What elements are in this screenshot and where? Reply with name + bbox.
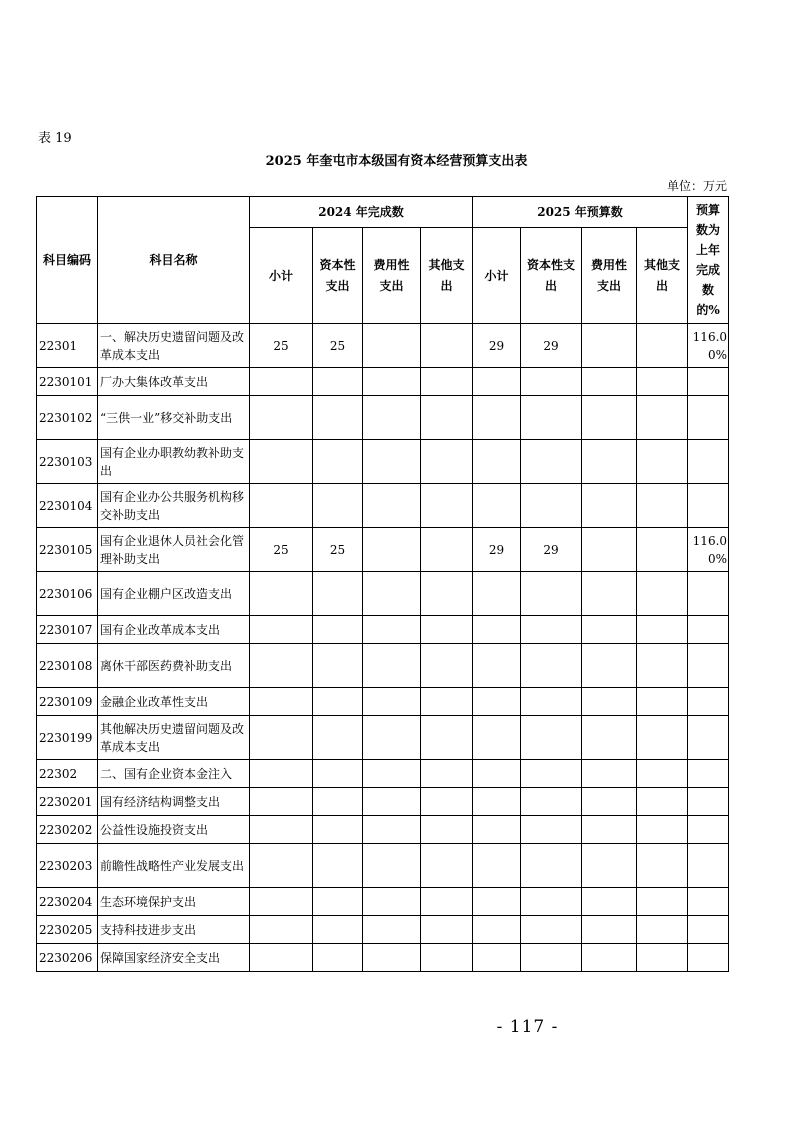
row-c2025-total xyxy=(473,644,521,688)
row-c2024-expense xyxy=(363,484,421,528)
row-code: 2230202 xyxy=(37,816,98,844)
row-c2024-total xyxy=(250,788,313,816)
row-c2024-total: 25 xyxy=(250,324,313,368)
row-c2025-other xyxy=(637,816,688,844)
row-code: 2230203 xyxy=(37,844,98,888)
budget-table xyxy=(36,196,729,972)
row-c2025-total: 29 xyxy=(473,528,521,572)
table-row xyxy=(37,760,729,788)
row-c2024-other xyxy=(421,716,473,760)
row-c2024-other xyxy=(421,916,473,944)
row-c2024-other xyxy=(421,888,473,916)
row-name: 支持科技进步支出 xyxy=(98,916,250,944)
table-row xyxy=(37,916,729,944)
row-c2024-expense xyxy=(363,396,421,440)
row-c2024-other xyxy=(421,816,473,844)
row-ratio xyxy=(688,716,729,760)
row-code: 2230104 xyxy=(37,484,98,528)
row-code: 2230204 xyxy=(37,888,98,916)
row-c2024-capital xyxy=(313,572,363,616)
table-row xyxy=(37,644,729,688)
row-code: 2230108 xyxy=(37,644,98,688)
header-2024-expense: 费用性支出 xyxy=(363,228,421,324)
row-c2025-other xyxy=(637,888,688,916)
row-ratio xyxy=(688,788,729,816)
row-c2025-expense xyxy=(582,396,637,440)
row-c2025-other xyxy=(637,324,688,368)
row-name: 二、国有企业资本金注入 xyxy=(98,760,250,788)
row-ratio xyxy=(688,760,729,788)
row-c2025-other xyxy=(637,572,688,616)
row-code: 2230103 xyxy=(37,440,98,484)
row-code: 22302 xyxy=(37,760,98,788)
row-c2025-total xyxy=(473,688,521,716)
row-c2025-capital xyxy=(521,396,582,440)
row-c2024-expense xyxy=(363,716,421,760)
row-c2025-capital xyxy=(521,916,582,944)
header-2024-capital: 资本性支出 xyxy=(313,228,363,324)
row-c2024-other xyxy=(421,528,473,572)
row-c2024-expense xyxy=(363,368,421,396)
table-row xyxy=(37,688,729,716)
header-2025-capital: 资本性支出 xyxy=(521,228,582,324)
row-name: “三供一业”移交补助支出 xyxy=(98,396,250,440)
row-c2024-other xyxy=(421,844,473,888)
row-c2024-other xyxy=(421,396,473,440)
row-name: 保障国家经济安全支出 xyxy=(98,944,250,972)
row-c2025-capital xyxy=(521,484,582,528)
table-row xyxy=(37,368,729,396)
row-name: 厂办大集体改革支出 xyxy=(98,368,250,396)
row-name: 金融企业改革性支出 xyxy=(98,688,250,716)
row-c2024-capital xyxy=(313,816,363,844)
row-c2025-capital xyxy=(521,644,582,688)
row-c2024-other xyxy=(421,572,473,616)
row-name: 生态环境保护支出 xyxy=(98,888,250,916)
header-2025: 2025 年预算数 xyxy=(473,197,688,228)
row-c2024-total xyxy=(250,644,313,688)
row-c2025-other xyxy=(637,616,688,644)
row-c2024-capital xyxy=(313,844,363,888)
row-code: 2230105 xyxy=(37,528,98,572)
row-c2024-expense xyxy=(363,844,421,888)
row-name: 国有企业改革成本支出 xyxy=(98,616,250,644)
row-c2025-capital xyxy=(521,572,582,616)
row-ratio xyxy=(688,688,729,716)
row-c2024-total xyxy=(250,572,313,616)
row-ratio: 116.00% xyxy=(688,528,729,572)
row-c2025-expense xyxy=(582,816,637,844)
row-ratio xyxy=(688,916,729,944)
header-code: 科目编码 xyxy=(37,197,98,324)
row-c2025-capital xyxy=(521,888,582,916)
header-2024-other: 其他支出 xyxy=(421,228,473,324)
row-name: 前瞻性战略性产业发展支出 xyxy=(98,844,250,888)
row-c2025-total xyxy=(473,572,521,616)
row-c2025-capital xyxy=(521,944,582,972)
table-row xyxy=(37,888,729,916)
row-c2025-other xyxy=(637,760,688,788)
row-c2025-total xyxy=(473,396,521,440)
row-c2025-other xyxy=(637,944,688,972)
row-c2024-capital xyxy=(313,616,363,644)
row-name: 国有企业办公共服务机构移交补助支出 xyxy=(98,484,250,528)
row-c2024-other xyxy=(421,440,473,484)
row-c2025-expense xyxy=(582,888,637,916)
row-c2025-total xyxy=(473,944,521,972)
row-c2024-total xyxy=(250,888,313,916)
unit-label: 单位：万元 xyxy=(666,179,727,193)
row-c2024-expense xyxy=(363,916,421,944)
row-c2024-capital xyxy=(313,788,363,816)
row-c2024-capital xyxy=(313,916,363,944)
row-c2025-expense xyxy=(582,644,637,688)
table-row xyxy=(37,572,729,616)
row-c2024-total xyxy=(250,616,313,644)
row-c2025-capital xyxy=(521,788,582,816)
row-ratio xyxy=(688,816,729,844)
row-code: 2230107 xyxy=(37,616,98,644)
row-c2025-total: 29 xyxy=(473,324,521,368)
row-c2024-total xyxy=(250,816,313,844)
row-c2024-total xyxy=(250,484,313,528)
row-c2024-total xyxy=(250,844,313,888)
table-row xyxy=(37,944,729,972)
row-c2024-other xyxy=(421,688,473,716)
row-c2025-total xyxy=(473,760,521,788)
table-row xyxy=(37,616,729,644)
row-c2025-capital xyxy=(521,440,582,484)
row-c2024-other xyxy=(421,760,473,788)
row-c2024-other xyxy=(421,788,473,816)
row-c2024-capital xyxy=(313,944,363,972)
row-c2025-other xyxy=(637,644,688,688)
row-code: 2230102 xyxy=(37,396,98,440)
row-c2024-total xyxy=(250,760,313,788)
row-c2024-other xyxy=(421,368,473,396)
row-c2024-capital xyxy=(313,888,363,916)
row-c2024-expense xyxy=(363,944,421,972)
row-code: 2230206 xyxy=(37,944,98,972)
row-c2024-capital: 25 xyxy=(313,324,363,368)
row-c2025-other xyxy=(637,844,688,888)
row-c2025-expense xyxy=(582,760,637,788)
row-c2025-expense xyxy=(582,688,637,716)
row-c2025-other xyxy=(637,440,688,484)
row-c2025-other xyxy=(637,528,688,572)
row-c2024-capital: 25 xyxy=(313,528,363,572)
row-c2025-total xyxy=(473,484,521,528)
table-title: 2025 年奎屯市本级国有资本经营预算支出表 xyxy=(265,154,528,169)
row-c2024-total xyxy=(250,688,313,716)
row-name: 其他解决历史遗留问题及改革成本支出 xyxy=(98,716,250,760)
row-name: 一、解决历史遗留问题及改革成本支出 xyxy=(98,324,250,368)
row-name: 国有经济结构调整支出 xyxy=(98,788,250,816)
table-row xyxy=(37,716,729,760)
row-c2025-expense xyxy=(582,716,637,760)
row-code: 2230101 xyxy=(37,368,98,396)
row-c2024-capital xyxy=(313,440,363,484)
row-c2025-expense xyxy=(582,616,637,644)
row-c2024-other xyxy=(421,324,473,368)
table-row xyxy=(37,440,729,484)
row-ratio xyxy=(688,440,729,484)
row-c2025-other xyxy=(637,716,688,760)
row-c2024-capital xyxy=(313,484,363,528)
row-c2024-total xyxy=(250,916,313,944)
row-c2024-total xyxy=(250,440,313,484)
row-c2025-other xyxy=(637,484,688,528)
row-c2025-expense xyxy=(582,788,637,816)
row-code: 2230199 xyxy=(37,716,98,760)
row-name: 国有企业棚户区改造支出 xyxy=(98,572,250,616)
row-c2024-expense xyxy=(363,760,421,788)
row-code: 2230205 xyxy=(37,916,98,944)
row-c2024-expense xyxy=(363,644,421,688)
row-c2025-other xyxy=(637,368,688,396)
row-ratio xyxy=(688,888,729,916)
table-row xyxy=(37,816,729,844)
row-code: 2230109 xyxy=(37,688,98,716)
row-c2024-total xyxy=(250,396,313,440)
row-c2024-capital xyxy=(313,688,363,716)
table-row xyxy=(37,844,729,888)
row-ratio xyxy=(688,844,729,888)
row-c2025-other xyxy=(637,788,688,816)
row-c2024-total xyxy=(250,716,313,760)
row-ratio xyxy=(688,396,729,440)
row-c2024-total xyxy=(250,368,313,396)
row-c2025-capital: 29 xyxy=(521,324,582,368)
row-c2025-total xyxy=(473,616,521,644)
row-c2024-capital xyxy=(313,368,363,396)
header-2024-total: 小计 xyxy=(250,228,313,324)
row-c2025-expense xyxy=(582,368,637,396)
row-c2025-other xyxy=(637,688,688,716)
row-c2025-capital: 29 xyxy=(521,528,582,572)
table-row xyxy=(37,396,729,440)
row-c2024-other xyxy=(421,644,473,688)
row-c2025-capital xyxy=(521,816,582,844)
row-code: 22301 xyxy=(37,324,98,368)
row-c2025-expense xyxy=(582,916,637,944)
row-c2025-capital xyxy=(521,616,582,644)
header-2025-other: 其他支出 xyxy=(637,228,688,324)
row-ratio xyxy=(688,572,729,616)
row-c2025-total xyxy=(473,916,521,944)
row-c2025-capital xyxy=(521,716,582,760)
row-c2025-other xyxy=(637,396,688,440)
row-c2025-total xyxy=(473,844,521,888)
row-c2025-expense xyxy=(582,440,637,484)
row-c2025-total xyxy=(473,716,521,760)
row-c2024-capital xyxy=(313,644,363,688)
table-label: 表 19 xyxy=(38,131,72,146)
row-c2024-expense xyxy=(363,616,421,644)
table-row xyxy=(37,788,729,816)
header-2025-expense: 费用性支出 xyxy=(582,228,637,324)
table-row xyxy=(37,528,729,572)
row-c2024-expense xyxy=(363,528,421,572)
row-c2024-other xyxy=(421,484,473,528)
row-c2025-other xyxy=(637,916,688,944)
row-c2025-capital xyxy=(521,760,582,788)
row-name: 国有企业办职教幼教补助支出 xyxy=(98,440,250,484)
row-ratio xyxy=(688,368,729,396)
row-c2025-total xyxy=(473,440,521,484)
row-c2024-capital xyxy=(313,716,363,760)
row-code: 2230106 xyxy=(37,572,98,616)
row-c2024-expense xyxy=(363,688,421,716)
row-c2024-expense xyxy=(363,816,421,844)
header-name: 科目名称 xyxy=(98,197,250,324)
row-c2025-total xyxy=(473,816,521,844)
row-c2024-capital xyxy=(313,760,363,788)
row-c2025-total xyxy=(473,368,521,396)
row-c2024-expense xyxy=(363,440,421,484)
row-c2025-capital xyxy=(521,844,582,888)
row-c2024-expense xyxy=(363,888,421,916)
row-c2024-total: 25 xyxy=(250,528,313,572)
page-number: - 117 - xyxy=(496,1017,559,1037)
row-ratio xyxy=(688,644,729,688)
header-2025-total: 小计 xyxy=(473,228,521,324)
row-c2025-expense xyxy=(582,572,637,616)
row-ratio xyxy=(688,944,729,972)
row-ratio: 116.00% xyxy=(688,324,729,368)
row-c2025-expense xyxy=(582,944,637,972)
row-ratio xyxy=(688,484,729,528)
row-c2024-total xyxy=(250,944,313,972)
row-c2024-other xyxy=(421,616,473,644)
header-2024: 2024 年完成数 xyxy=(250,197,473,228)
row-c2025-expense xyxy=(582,484,637,528)
row-c2025-total xyxy=(473,788,521,816)
row-c2024-capital xyxy=(313,396,363,440)
row-c2025-expense xyxy=(582,844,637,888)
row-ratio xyxy=(688,616,729,644)
row-c2025-expense xyxy=(582,528,637,572)
row-c2025-capital xyxy=(521,368,582,396)
table-row xyxy=(37,484,729,528)
row-c2024-expense xyxy=(363,324,421,368)
row-c2024-other xyxy=(421,944,473,972)
row-c2025-total xyxy=(473,888,521,916)
row-name: 国有企业退休人员社会化管理补助支出 xyxy=(98,528,250,572)
row-name: 公益性设施投资支出 xyxy=(98,816,250,844)
row-name: 离休干部医药费补助支出 xyxy=(98,644,250,688)
header-ratio: 预算数为上年完成数的% xyxy=(688,197,729,324)
row-code: 2230201 xyxy=(37,788,98,816)
row-c2025-expense xyxy=(582,324,637,368)
row-c2024-expense xyxy=(363,788,421,816)
table-row xyxy=(37,324,729,368)
row-c2024-expense xyxy=(363,572,421,616)
row-c2025-capital xyxy=(521,688,582,716)
